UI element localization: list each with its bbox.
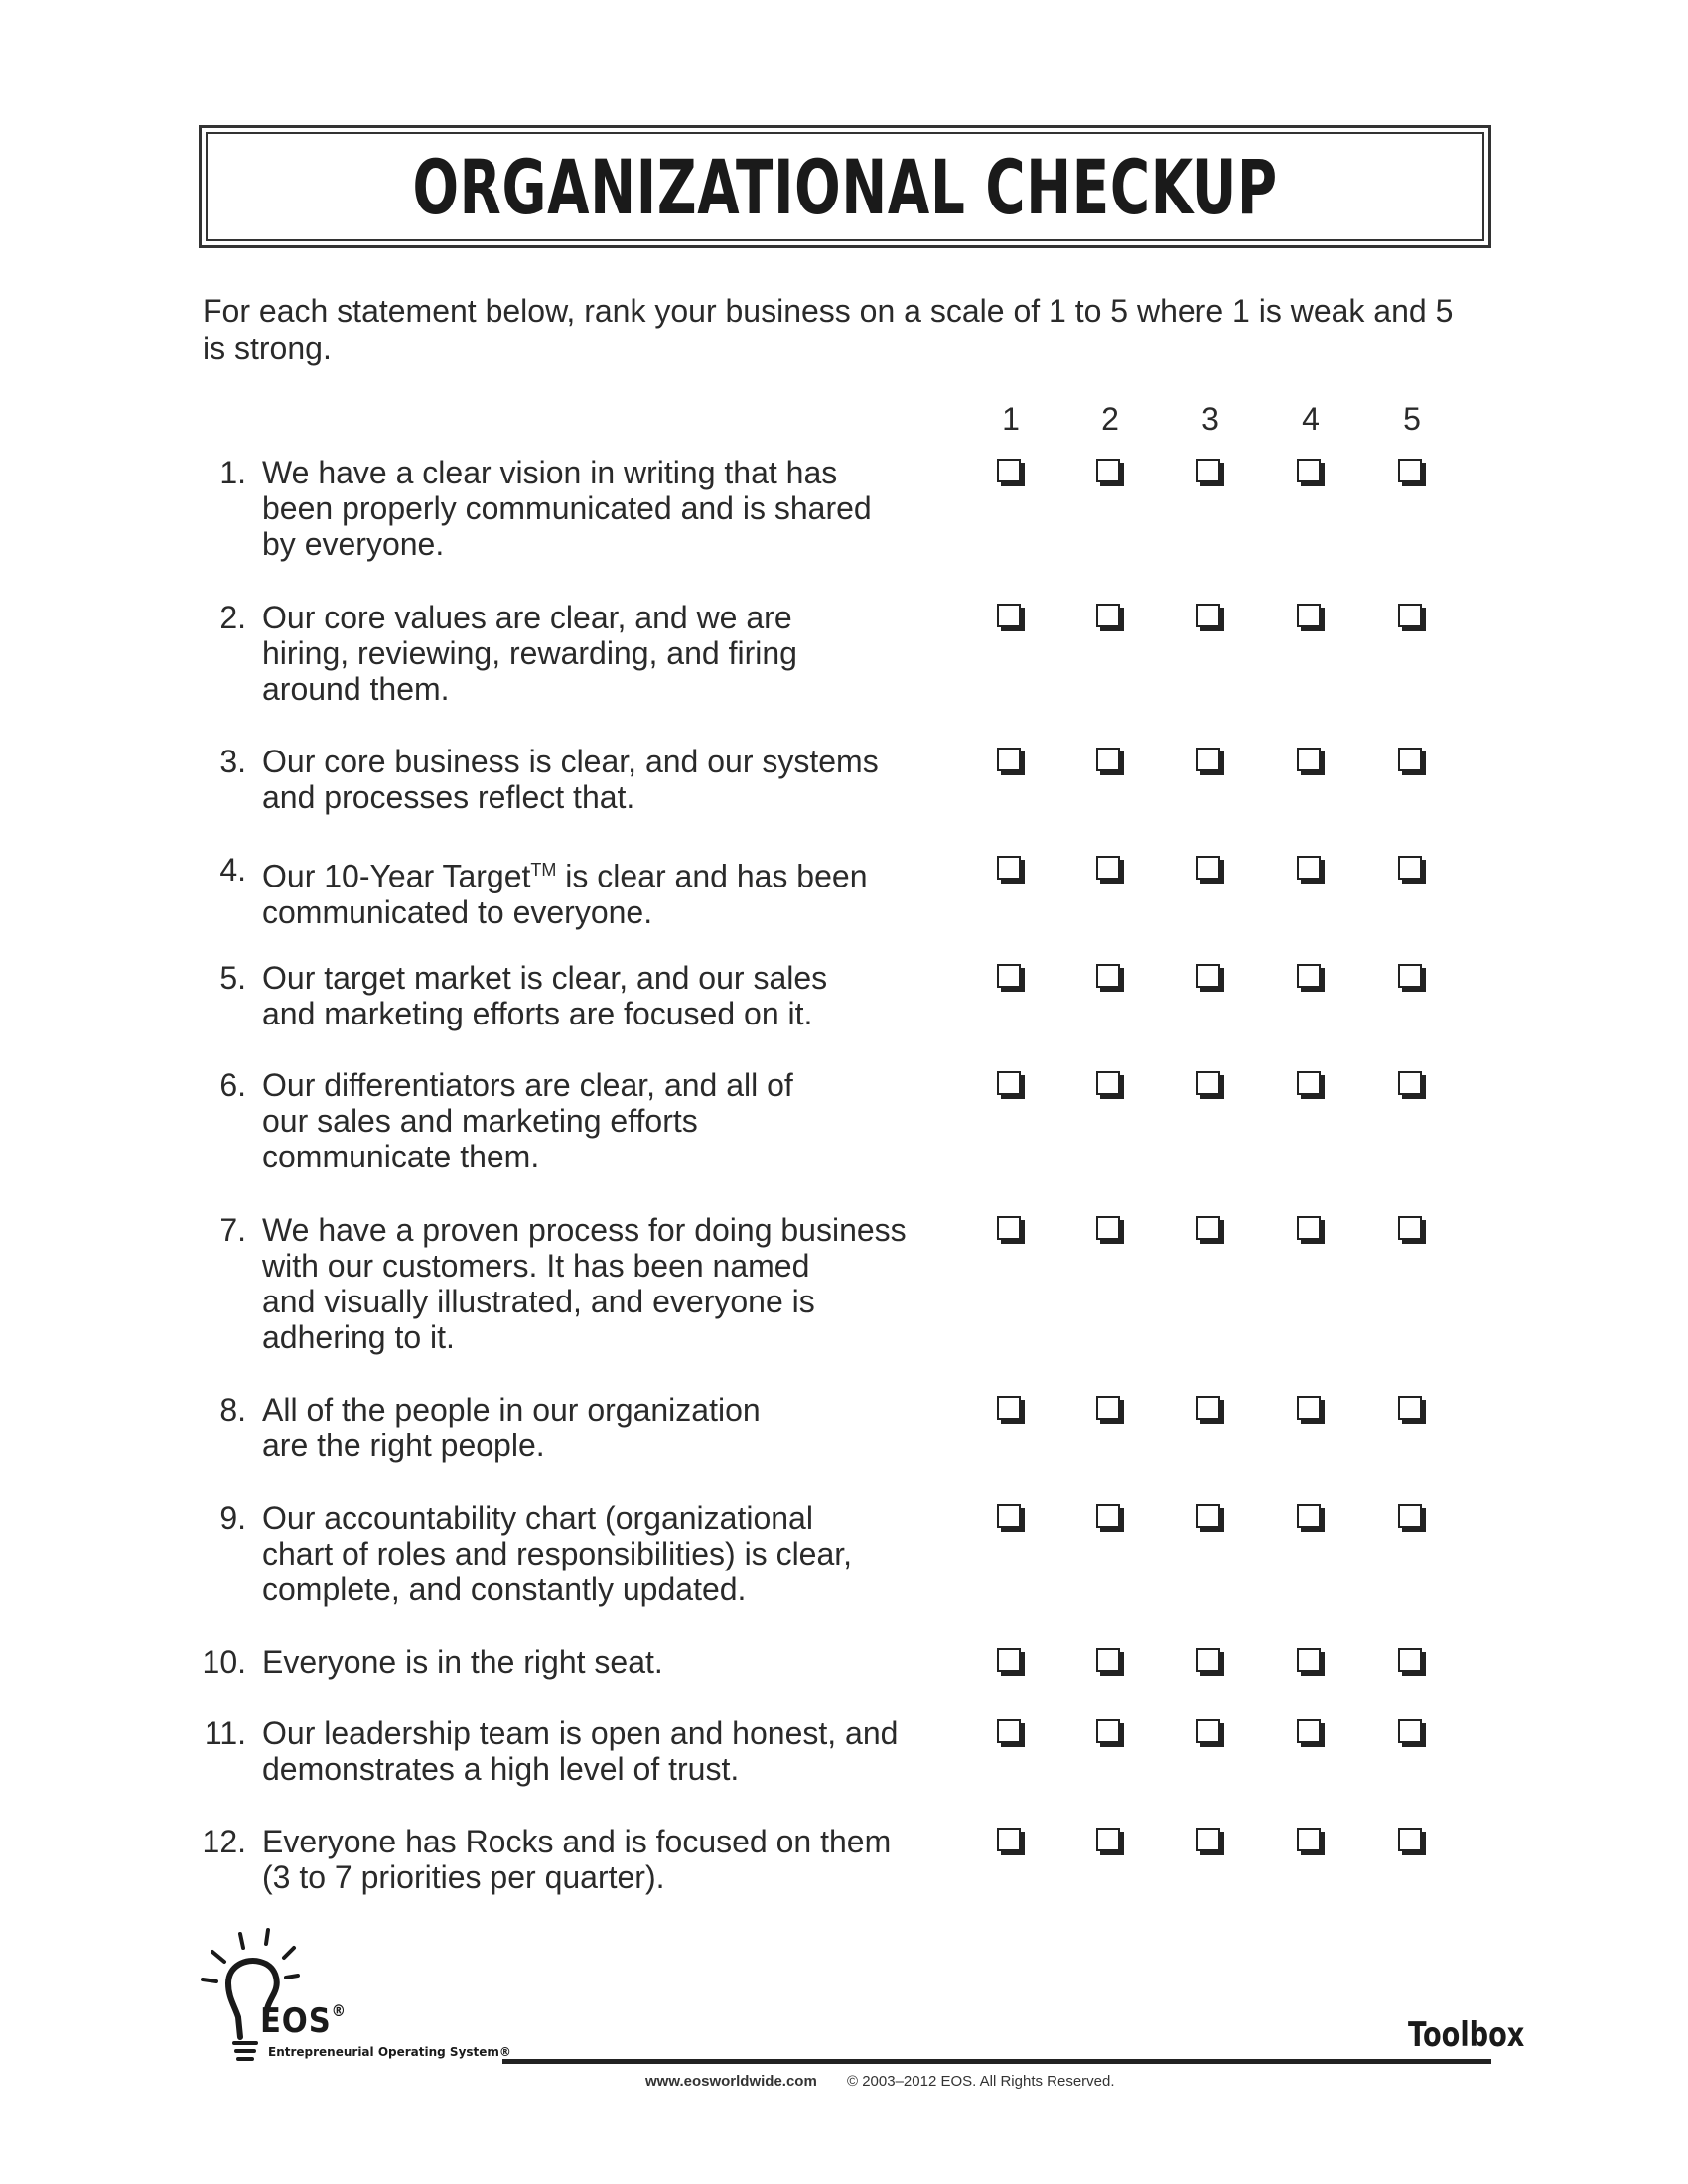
rating-checkbox-5[interactable] (1398, 856, 1422, 880)
rating-checkbox-4[interactable] (1297, 1828, 1321, 1851)
rating-checkbox-2[interactable] (1096, 964, 1120, 988)
page-title: ORGANIZATIONAL CHECKUP (412, 142, 1278, 231)
item-number: 12. (202, 1824, 246, 1859)
rating-checkbox-2[interactable] (1096, 459, 1120, 482)
rating-checkbox-1[interactable] (997, 604, 1021, 627)
rating-checkbox-5[interactable] (1398, 604, 1422, 627)
item-statement: All of the people in our organization are the right people. (262, 1392, 761, 1463)
item-number: 5. (219, 960, 246, 996)
rating-checkbox-2[interactable] (1096, 1071, 1120, 1095)
rating-checkbox-2[interactable] (1096, 1828, 1120, 1851)
scale-label-2: 2 (1101, 401, 1119, 437)
rating-checkbox-3[interactable] (1196, 1828, 1220, 1851)
rating-checkbox-1[interactable] (997, 964, 1021, 988)
scale-label-5: 5 (1403, 401, 1421, 437)
rating-checkbox-3[interactable] (1196, 964, 1220, 988)
rating-checkbox-1[interactable] (997, 1648, 1021, 1672)
rating-checkbox-1[interactable] (997, 1396, 1021, 1420)
copyright: © 2003–2012 EOS. All Rights Reserved. (846, 2073, 1115, 2090)
rating-checkbox-1[interactable] (997, 1071, 1021, 1095)
rating-checkbox-3[interactable] (1196, 604, 1220, 627)
item-statement: Our differentiators are clear, and all of our sales and marketing efforts communicate them. (262, 1067, 793, 1174)
logo-name: EOS (260, 2001, 332, 2041)
rating-checkbox-3[interactable] (1196, 1071, 1220, 1095)
rating-checkbox-2[interactable] (1096, 1648, 1120, 1672)
rating-checkbox-1[interactable] (997, 1719, 1021, 1743)
rating-checkbox-4[interactable] (1297, 748, 1321, 771)
rating-checkbox-1[interactable] (997, 1216, 1021, 1240)
item-statement: Our core business is clear, and our systems and processes reflect that. (262, 744, 879, 815)
item-statement: Our leadership team is open and honest, and demonstrates a high level of trust. (262, 1715, 899, 1787)
rating-checkbox-5[interactable] (1398, 964, 1422, 988)
rating-checkbox-2[interactable] (1096, 748, 1120, 771)
item-statement: Our core values are clear, and we are hiring, reviewing, rewarding, and firing around them. (262, 600, 797, 707)
item-number: 11. (204, 1715, 246, 1751)
item-statement: Everyone is in the right seat. (262, 1644, 663, 1680)
item-number: 4. (219, 852, 246, 887)
rating-checkbox-5[interactable] (1398, 1719, 1422, 1743)
rating-checkbox-5[interactable] (1398, 1071, 1422, 1095)
trademark-mark: TM (530, 860, 557, 880)
rating-checkbox-3[interactable] (1196, 459, 1220, 482)
item-number: 1. (219, 455, 246, 490)
rating-checkbox-2[interactable] (1096, 856, 1120, 880)
rating-checkbox-4[interactable] (1297, 1216, 1321, 1240)
title-frame (206, 132, 1484, 241)
rating-checkbox-5[interactable] (1398, 459, 1422, 482)
rating-checkbox-3[interactable] (1196, 1504, 1220, 1528)
rating-checkbox-2[interactable] (1096, 1216, 1120, 1240)
rating-checkbox-5[interactable] (1398, 1504, 1422, 1528)
rating-checkbox-2[interactable] (1096, 1719, 1120, 1743)
item-statement (262, 852, 957, 930)
item-statement-start: Our 10-Year Target (262, 858, 531, 894)
rating-checkbox-4[interactable] (1297, 1719, 1321, 1743)
rating-checkbox-4[interactable] (1297, 1504, 1321, 1528)
instructions: For each statement below, rank your business on a scale of 1 to 5 where 1 is weak and 5 is strong. (203, 293, 1454, 366)
rating-checkbox-1[interactable] (997, 1828, 1021, 1851)
footer-divider (502, 2059, 1491, 2064)
rating-checkbox-3[interactable] (1196, 1216, 1220, 1240)
rating-checkbox-4[interactable] (1297, 964, 1321, 988)
rating-checkbox-1[interactable] (997, 459, 1021, 482)
rating-checkbox-4[interactable] (1297, 604, 1321, 627)
item-number: 10. (202, 1644, 246, 1680)
scale-label-3: 3 (1201, 401, 1219, 437)
item-number: 6. (219, 1067, 246, 1103)
item-number: 9. (219, 1500, 246, 1536)
rating-checkbox-4[interactable] (1297, 856, 1321, 880)
logo-tagline: Entrepreneurial Operating System® (268, 2045, 511, 2059)
rating-checkbox-2[interactable] (1096, 1504, 1120, 1528)
registered-mark: ® (331, 2001, 347, 2020)
eos-logo (195, 1926, 512, 2075)
rating-checkbox-3[interactable] (1196, 1396, 1220, 1420)
rating-checkbox-3[interactable] (1196, 1648, 1220, 1672)
item-statement: We have a clear vision in writing that has been properly communicated and is shared by everyone. (262, 455, 872, 562)
item-number: 3. (219, 744, 246, 779)
rating-checkbox-4[interactable] (1297, 1071, 1321, 1095)
rating-checkbox-2[interactable] (1096, 1396, 1120, 1420)
rating-checkbox-3[interactable] (1196, 748, 1220, 771)
item-number: 7. (219, 1212, 246, 1248)
scale-header (0, 401, 1688, 441)
rating-checkbox-2[interactable] (1096, 604, 1120, 627)
item-statement: We have a proven process for doing business with our customers. It has been named and visually illustrated, and everyone is adhering to it. (262, 1212, 907, 1355)
scale-label-1: 1 (1002, 401, 1020, 437)
rating-checkbox-5[interactable] (1398, 1216, 1422, 1240)
item-statement: Our accountability chart (organizational chart of roles and responsibilities) is clear, complete, and constantly updated. (262, 1500, 853, 1607)
rating-checkbox-5[interactable] (1398, 1828, 1422, 1851)
title-box (199, 125, 1491, 248)
item-statement: Our target market is clear, and our sales and marketing efforts are focused on it. (262, 960, 828, 1031)
item-statement: Everyone has Rocks and is focused on them (3 to 7 priorities per quarter). (262, 1824, 892, 1895)
rating-checkbox-3[interactable] (1196, 856, 1220, 880)
section-label: Toolbox (1408, 2015, 1525, 2055)
footer (645, 2073, 1115, 2090)
item-number: 8. (219, 1392, 246, 1428)
website-link[interactable]: www.eosworldwide.com (645, 2073, 817, 2090)
rating-checkbox-5[interactable] (1398, 1396, 1422, 1420)
rating-checkbox-4[interactable] (1297, 1396, 1321, 1420)
logo-wordmark (260, 2001, 347, 2041)
item-statement-end: is clear and has been communicated to everyone. (262, 858, 868, 930)
rating-checkbox-1[interactable] (997, 856, 1021, 880)
rating-checkbox-5[interactable] (1398, 748, 1422, 771)
rating-checkbox-1[interactable] (997, 748, 1021, 771)
item-number: 2. (219, 600, 246, 635)
rating-checkbox-4[interactable] (1297, 1648, 1321, 1672)
rating-checkbox-5[interactable] (1398, 1648, 1422, 1672)
rating-checkbox-3[interactable] (1196, 1719, 1220, 1743)
rating-checkbox-4[interactable] (1297, 459, 1321, 482)
rating-checkbox-1[interactable] (997, 1504, 1021, 1528)
scale-label-4: 4 (1302, 401, 1320, 437)
